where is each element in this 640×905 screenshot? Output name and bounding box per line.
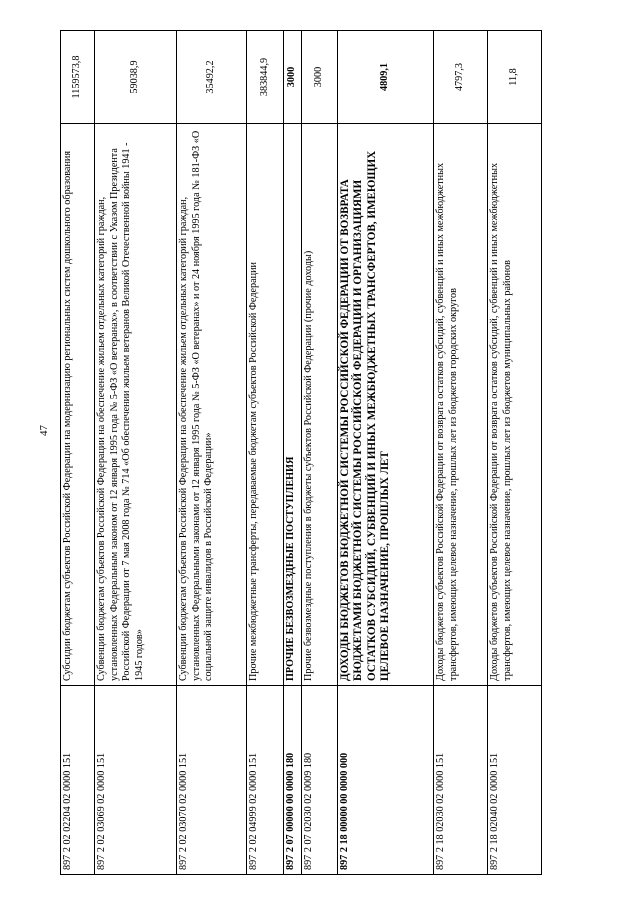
budget-code-cell: 897 2 18 02040 02 0000 151 (488, 686, 542, 875)
description-cell: Доходы бюджетов субъектов Российской Федерации от возврата остатков субсидий, субвенций и иных межбюджетных трансфертов, имеющих целевое назначение, прошлых лет из бюджетов муниципальных районов (488, 124, 542, 686)
description-cell: Субвенции бюджетам субъектов Российской Федерации на обеспечение жильем отдельных категорий граждан, установленных Федеральным законом от 12 января 1995 года № 5-ФЗ «О ветеранах», в соответствии с Указом Президента Российской Федерации от 7 мая 2008 года № 714 «Об обеспечении жильем ветеранов Великой Отечественной войны 1941 - 1945 годов» (95, 124, 177, 686)
description-cell: Субсидии бюджетам субъектов Российской Федерации на модернизацию региональных систем дошкольного образования (61, 124, 95, 686)
table-row (302, 31, 338, 875)
page-number: 47 (38, 425, 50, 436)
table-row (61, 31, 95, 875)
table-row (95, 31, 177, 875)
budget-code-cell: 897 2 18 00000 00 0000 000 (338, 686, 434, 875)
budget-code-cell: 897 2 18 02030 02 0000 151 (434, 686, 488, 875)
budget-code-cell: 897 2 07 00000 00 0000 180 (284, 686, 302, 875)
amount-cell: 11,8 (488, 31, 542, 124)
description-cell: Прочие межбюджетные трансферты, передаваемые бюджетам субъектов Российской Федерации (247, 124, 284, 686)
table-row (284, 31, 302, 875)
description-cell: ДОХОДЫ БЮДЖЕТОВ БЮДЖЕТНОЙ СИСТЕМЫ РОССИЙСКОЙ ФЕДЕРАЦИИ ОТ ВОЗВРАТА БЮДЖЕТАМИ БЮДЖЕТНОЙ СИСТЕМЫ РОССИЙСКОЙ ФЕДЕРАЦИИ И ОРГАНИЗАЦИЯМИ ОСТАТКОВ СУБСИДИЙ, СУБВЕНЦИЙ И ИНЫХ МЕЖБЮДЖЕТНЫХ ТРАНСФЕРТОВ, ИМЕЮЩИХ ЦЕЛЕВОЕ НАЗНАЧЕНИЕ, ПРОШЛЫХ ЛЕТ (338, 124, 434, 686)
description-cell: Прочие безвозмездные поступления в бюджеты субъектов Российской Федерации (прочие доходы) (302, 124, 338, 686)
budget-code-cell: 897 2 07 02030 02 0009 180 (302, 686, 338, 875)
amount-cell: 383844,9 (247, 31, 284, 124)
table-row (434, 31, 488, 875)
amount-cell: 3000 (284, 31, 302, 124)
budget-table (60, 30, 542, 875)
amount-cell: 4809,1 (338, 31, 434, 124)
budget-code-cell: 897 2 02 03070 02 0000 151 (177, 686, 247, 875)
table-row (177, 31, 247, 875)
table-row (247, 31, 284, 875)
amount-cell: 4797,3 (434, 31, 488, 124)
budget-code-cell: 897 2 02 03069 02 0000 151 (95, 686, 177, 875)
table-row (338, 31, 434, 875)
description-cell: Субвенции бюджетам субъектов Российской Федерации на обеспечение жильем отдельных категорий граждан, установленных Федеральными законами от 12 января 1995 года № 5-ФЗ «О ветеранах» и от 24 ноября 1995 года № 181-ФЗ «О социальной защите инвалидов в Российской Федерации» (177, 124, 247, 686)
description-cell: ПРОЧИЕ БЕЗВОЗМЕЗДНЫЕ ПОСТУПЛЕНИЯ (284, 124, 302, 686)
budget-table-rotated (60, 30, 563, 875)
budget-code-cell: 897 2 02 04999 02 0000 151 (247, 686, 284, 875)
amount-cell: 1159573,8 (61, 31, 95, 124)
amount-cell: 35492,2 (177, 31, 247, 124)
description-cell: Доходы бюджетов субъектов Российской Федерации от возврата остатков субсидий, субвенций и иных межбюджетных трансфертов, имеющих целевое назначение, прошлых лет из бюджетов городских округов (434, 124, 488, 686)
budget-code-cell: 897 2 02 02204 02 0000 151 (61, 686, 95, 875)
table-row (488, 31, 542, 875)
amount-cell: 3000 (302, 31, 338, 124)
amount-cell: 59038,9 (95, 31, 177, 124)
